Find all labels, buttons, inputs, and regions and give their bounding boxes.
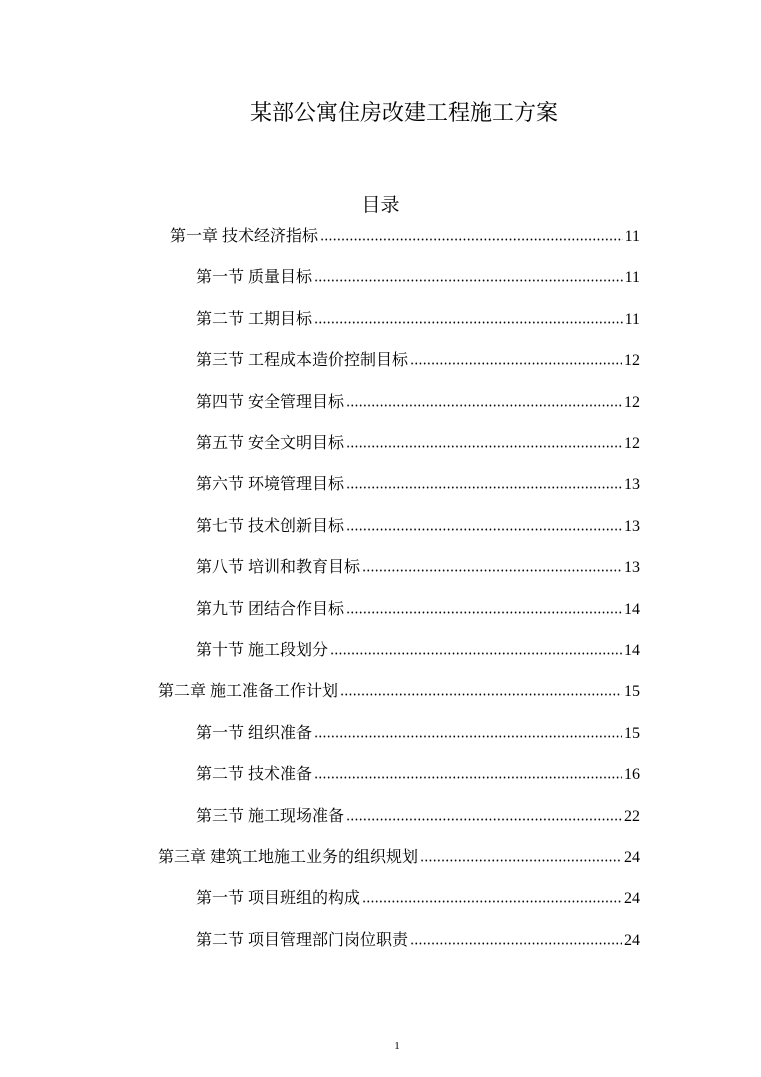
- document-title: 某部公寓住房改建工程施工方案: [249, 101, 558, 126]
- dot-leader: [346, 528, 622, 531]
- dot-leader: [346, 486, 622, 489]
- dot-leader: [330, 652, 622, 655]
- toc-entry-page: 13: [624, 559, 640, 577]
- toc-entry-label: 第三节 施工现场准备: [196, 807, 345, 825]
- toc-entry-section[interactable]: [196, 634, 640, 660]
- toc-entry-label: 第四节 安全管理目标: [196, 393, 345, 411]
- toc-entry-page: 13: [624, 476, 640, 494]
- toc-entry-section[interactable]: [196, 427, 640, 453]
- toc-entry-page: 24: [624, 931, 640, 949]
- toc-entry-label: 第二节 工期目标: [196, 310, 313, 328]
- toc-entry-label: 第一节 质量目标: [196, 269, 313, 287]
- dot-leader: [410, 942, 622, 945]
- dot-leader: [346, 445, 622, 448]
- toc-entry-page: 12: [624, 393, 640, 411]
- dot-leader: [362, 900, 622, 903]
- toc-entry-page: 15: [624, 724, 640, 742]
- toc-entry-page: 11: [624, 269, 640, 287]
- dot-leader: [420, 859, 622, 862]
- toc-entry-section[interactable]: [196, 510, 640, 536]
- toc-entry-page: 16: [624, 766, 640, 784]
- toc-entry-page: 22: [624, 807, 640, 825]
- dot-leader: [346, 818, 622, 821]
- toc-entry-section[interactable]: [196, 593, 640, 619]
- toc-heading: 目录: [361, 194, 400, 216]
- toc-entry-page: 14: [624, 600, 640, 618]
- toc-entry-label: 第八节 培训和教育目标: [196, 559, 361, 577]
- toc-entry-section[interactable]: [196, 344, 640, 370]
- toc-entry-label: 第一章 技术经济指标: [170, 228, 319, 245]
- dot-leader: [410, 362, 622, 365]
- toc-entry-page: 15: [624, 683, 640, 701]
- dot-leader: [314, 279, 623, 282]
- toc-entry-page: 14: [624, 642, 640, 659]
- toc-entry-page: 24: [624, 849, 640, 866]
- toc-entry-section[interactable]: [196, 882, 640, 908]
- page-number: 1: [394, 1040, 400, 1052]
- toc-entry-section[interactable]: [196, 551, 640, 577]
- toc-entry-label: 第九节 团结合作目标: [196, 600, 345, 618]
- toc-entry-section[interactable]: [196, 386, 640, 412]
- toc-entry-section[interactable]: [196, 261, 640, 287]
- toc-entry-page: 11: [624, 228, 640, 245]
- toc-entry-chapter[interactable]: [158, 675, 640, 701]
- dot-leader: [340, 693, 622, 696]
- toc-entry-section[interactable]: [196, 717, 640, 743]
- dot-leader: [314, 321, 623, 324]
- toc-entry-label: 第三章 建筑工地施工业务的组织规划: [158, 849, 419, 866]
- toc-entry-page: 13: [624, 517, 640, 535]
- dot-leader: [362, 569, 622, 572]
- toc-entry-label: 第一节 项目班组的构成: [196, 890, 361, 908]
- toc-entry-section[interactable]: [196, 758, 640, 784]
- toc-entry-label: 第五节 安全文明目标: [196, 435, 345, 452]
- toc-entry-label: 第七节 技术创新目标: [196, 517, 345, 535]
- toc-entry-page: 24: [624, 890, 640, 908]
- dot-leader: [314, 735, 622, 738]
- dot-leader: [314, 776, 622, 779]
- toc-entry-label: 第二章 施工准备工作计划: [158, 683, 339, 701]
- toc-entry-section[interactable]: [196, 924, 640, 950]
- toc-entry-chapter[interactable]: [170, 220, 640, 246]
- dot-leader: [320, 238, 623, 241]
- toc-entry-page: 11: [624, 310, 640, 328]
- toc-entry-label: 第六节 环境管理目标: [196, 476, 345, 494]
- toc-entry-page: 12: [624, 352, 640, 370]
- dot-leader: [346, 611, 622, 614]
- toc-entry-section[interactable]: [196, 303, 640, 329]
- toc-entry-label: 第二节 技术准备: [196, 766, 313, 784]
- toc-entry-label: 第一节 组织准备: [196, 724, 313, 742]
- toc-entry-section[interactable]: [196, 468, 640, 494]
- toc-entry-section[interactable]: [196, 800, 640, 826]
- dot-leader: [346, 404, 622, 407]
- toc-entry-page: 12: [624, 435, 640, 452]
- toc-entry-label: 第三节 工程成本造价控制目标: [196, 352, 409, 370]
- toc-entry-chapter[interactable]: [158, 841, 640, 867]
- toc-entry-label: 第二节 项目管理部门岗位职责: [196, 931, 409, 949]
- toc-entry-label: 第十节 施工段划分: [196, 642, 329, 659]
